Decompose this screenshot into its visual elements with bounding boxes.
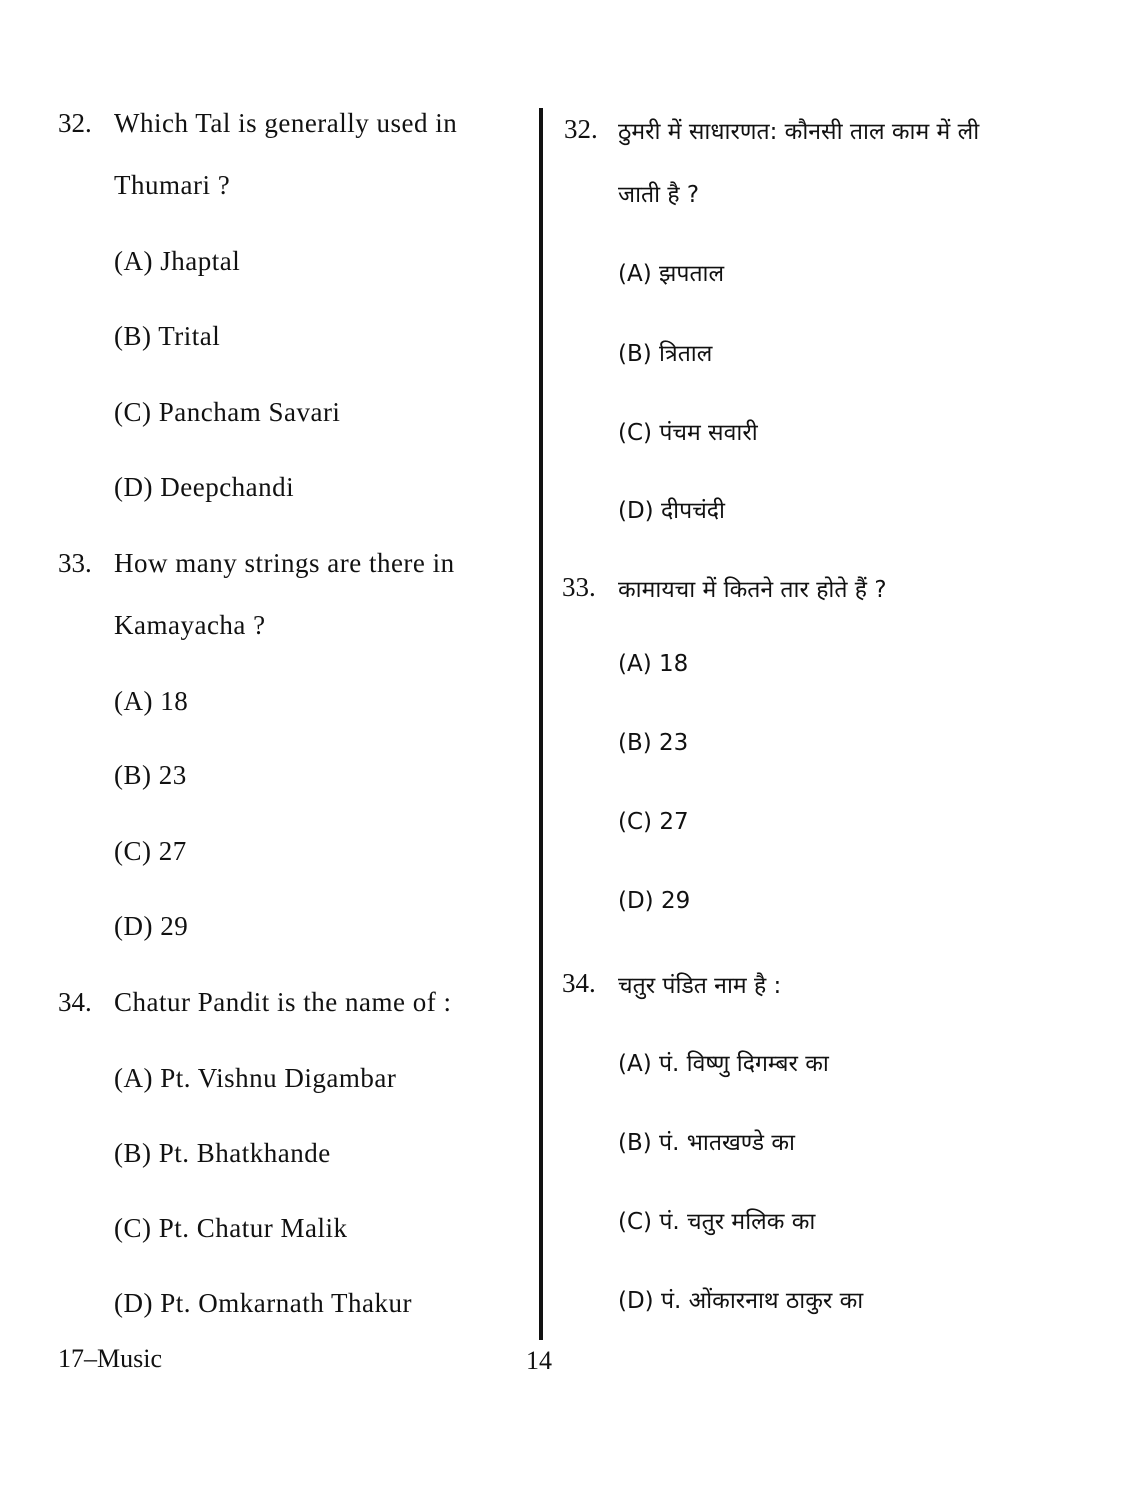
question-text: ठुमरी में साधारणत: कौनसी ताल काम में ली xyxy=(618,119,980,145)
option-a: (A) पं. विष्णु दिगम्बर का xyxy=(618,1051,829,1077)
option-c: (C) Pancham Savari xyxy=(114,397,341,427)
option-b: (B) 23 xyxy=(114,760,187,790)
option-a: (A) Pt. Vishnu Digambar xyxy=(114,1063,397,1093)
option-a: (A) Jhaptal xyxy=(114,246,241,276)
option-a: (A) झपताल xyxy=(618,261,725,287)
question-number: 32. xyxy=(564,114,598,144)
option-b: (B) Trital xyxy=(114,321,221,351)
option-a: (A) 18 xyxy=(114,686,189,716)
option-d: (D) पं. ओंकारनाथ ठाकुर का xyxy=(618,1288,864,1314)
option-b: (B) पं. भातखण्डे का xyxy=(618,1130,795,1156)
option-b: (B) 23 xyxy=(618,730,689,756)
question-number: 34. xyxy=(58,987,92,1017)
option-b: (B) Pt. Bhatkhande xyxy=(114,1138,331,1168)
page-number: 14 xyxy=(526,1346,552,1375)
question-text: चतुर पंडित नाम है : xyxy=(618,973,782,999)
column-divider xyxy=(539,108,543,1340)
question-text: Chatur Pandit is the name of : xyxy=(114,987,452,1017)
question-number: 34. xyxy=(562,968,596,998)
option-c: (C) पंचम सवारी xyxy=(618,420,758,446)
option-d: (D) दीपचंदी xyxy=(618,498,725,524)
question-number: 32. xyxy=(58,108,92,138)
question-number: 33. xyxy=(58,548,92,578)
question-number: 33. xyxy=(562,572,596,602)
option-d: (D) Pt. Omkarnath Thakur xyxy=(114,1288,412,1318)
question-text: Which Tal is generally used in xyxy=(114,108,458,138)
option-d: (D) Deepchandi xyxy=(114,472,295,502)
option-a: (A) 18 xyxy=(618,651,689,677)
question-text: How many strings are there in xyxy=(114,548,455,578)
option-c: (C) पं. चतुर मलिक का xyxy=(618,1209,816,1235)
option-d: (D) 29 xyxy=(618,888,691,914)
question-text: Kamayacha ? xyxy=(114,610,266,640)
option-d: (D) 29 xyxy=(114,911,189,941)
paper-code: 17–Music xyxy=(58,1344,162,1373)
option-c: (C) 27 xyxy=(114,836,187,866)
option-b: (B) त्रिताल xyxy=(618,341,713,367)
question-text: कामायचा में कितने तार होते हैं ? xyxy=(618,577,887,603)
question-text: Thumari ? xyxy=(114,170,231,200)
question-text: जाती है ? xyxy=(618,182,700,208)
option-c: (C) 27 xyxy=(618,809,689,835)
option-c: (C) Pt. Chatur Malik xyxy=(114,1213,348,1243)
